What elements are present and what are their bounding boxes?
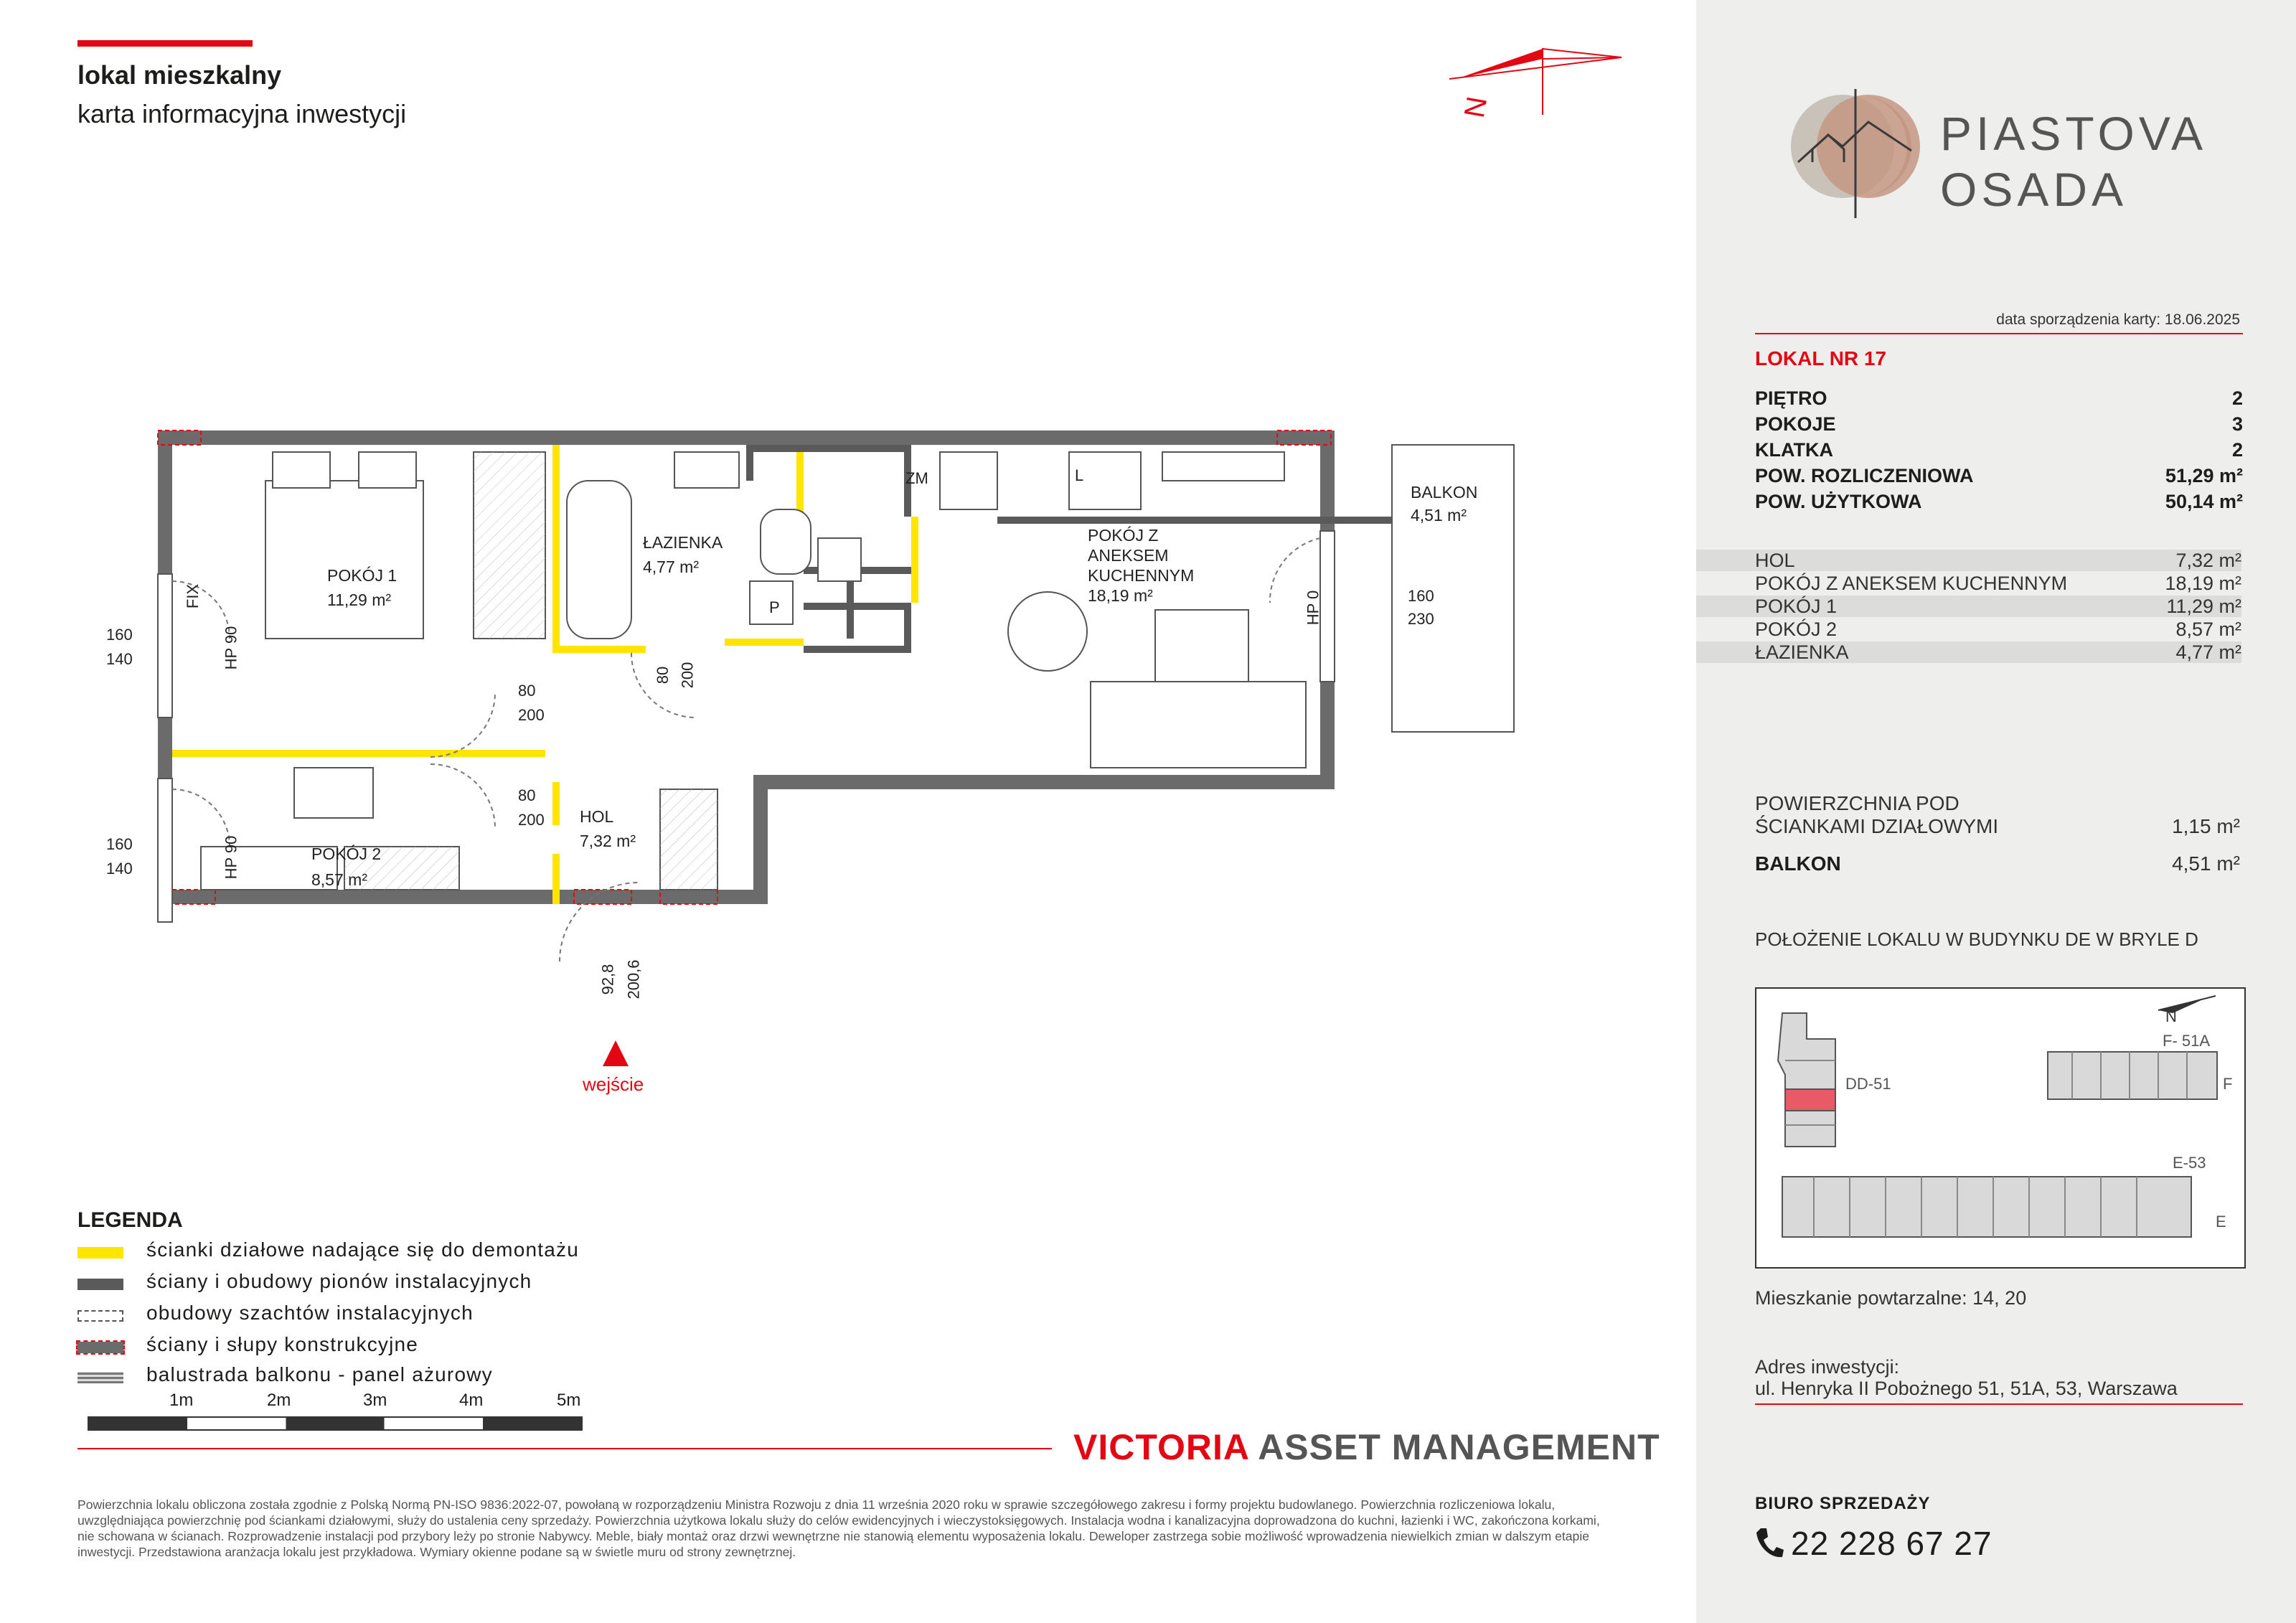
- site-map: [1755, 987, 2246, 1269]
- room-label: ŁAZIENKA: [1755, 641, 1849, 663]
- balcony-value: 4,51 m²: [2172, 852, 2240, 875]
- scale-label: 3m: [363, 1391, 387, 1410]
- room-value: 7,32 m²: [2175, 550, 2241, 571]
- dim-bath-door-b: 200: [678, 662, 697, 689]
- address-rule: [1755, 1403, 2243, 1405]
- room-salon-area: 18,19 m²: [1088, 586, 1153, 605]
- label-fix: FIX: [184, 583, 202, 609]
- room-value: 4,77 m²: [2175, 641, 2241, 663]
- room-label: POKÓJ Z ANEKSEM KUCHENNYM: [1755, 573, 2068, 594]
- label-hp90-b: HP 90: [222, 835, 240, 880]
- spec-value: 2: [2231, 439, 2243, 461]
- dim-door1-bot: 200: [518, 706, 545, 724]
- north-letter: N: [1458, 94, 1494, 121]
- room-pokoj2-name: POKÓJ 2: [311, 845, 382, 863]
- room-row: [1696, 596, 2241, 617]
- scale-label: 1m: [169, 1391, 194, 1410]
- room-label: POKÓJ 2: [1755, 618, 1838, 640]
- spec-settlement-area: [1755, 465, 2243, 491]
- north-arrow-icon: [1442, 36, 1629, 122]
- dim-door2-bot: 200: [518, 811, 545, 829]
- room-row: [1696, 618, 2241, 640]
- footer-rule: [77, 1448, 1052, 1449]
- dim-bath-door-a: 80: [654, 666, 672, 685]
- spec-usable-area: [1755, 491, 2243, 517]
- legal-footnote: Powierzchnia lokalu obliczona została zgodnie z Polską Normą PN-ISO 9836:2022-07, powołaną w rozporządzeniu Ministra Rozwoju z dnia 11 września 2020 roku w sprawie szczegółowego zakresu i formy projektu budowlanego. Powierzchnia rozliczeniowa lokalu, uwzględniająca powierzchnię pod ściankami działowymi, służy do ustalenia ceny sprzedaży. Powierzchnia użytkowa lokalu służy do celów ewidencyjnych i wieczystoksięgowych. Instalacja wodna i kanalizacyjna doprowadzona do kuchni, łazienki i WC, zakończona korkami, nie schowana w ścianach. Rozprowadzenie instalacji pod przybory leży po stronie Nabywcy. Meble, biały montaż oraz drzwi wewnętrzne nie stanowią elementu wyposażenia lokalu. Deweloper zastrzega sobie możliwość wprowadzenia niewielkich zmian w dalszym etapie inwestycji. Przedstawiona aranżacja lokalu jest przykładowa. Wymiary okienne podane są w świetle muru od strony zewnętrznej.: [77, 1497, 1600, 1559]
- room-salon-name-1: POKÓJ Z: [1088, 526, 1159, 545]
- entrance-arrow-icon: [601, 1039, 630, 1068]
- dim-door2-top: 80: [518, 786, 536, 804]
- label-hp90-a: HP 90: [222, 626, 240, 670]
- card-date: data sporządzenia karty: 18.06.2025: [1996, 311, 2240, 328]
- room-row: [1696, 573, 2241, 594]
- repeat-units: Mieszkanie powtarzalne: 14, 20: [1755, 1287, 2027, 1309]
- dim-window1-top: 160: [106, 626, 133, 644]
- room-lazienka-name: ŁAZIENKA: [643, 533, 723, 552]
- address-label: Adres inwestycji:: [1755, 1356, 1900, 1378]
- spec-value: 51,29 m²: [2165, 465, 2243, 486]
- brand-logo-icon: [1791, 85, 1920, 221]
- legend-swatch-railing: [77, 1372, 123, 1383]
- phone-icon: [1755, 1527, 1784, 1560]
- spec-value: 50,14 m²: [2165, 491, 2243, 512]
- room-balkon-area: 4,51 m²: [1411, 506, 1467, 524]
- room-value: 18,19 m²: [2165, 573, 2241, 594]
- spec-label: POKOJE: [1755, 413, 1836, 435]
- legend-swatch-shaft: [77, 1310, 123, 1322]
- accent-bar: [77, 40, 253, 47]
- room-pokoj2-area: 8,57 m²: [311, 870, 367, 889]
- spec-label: PIĘTRO: [1755, 387, 1827, 409]
- office-label: BIURO SPRZEDAŻY: [1755, 1494, 1931, 1513]
- room-hol-name: HOL: [580, 807, 614, 826]
- location-title: POŁOŻENIE LOKALU W BUDYNKU DE W BRYLE D: [1755, 928, 2198, 950]
- room-lazienka-area: 4,77 m²: [643, 558, 699, 576]
- phone-number[interactable]: 22 228 67 27: [1791, 1525, 1992, 1562]
- company-name-gray: ASSET MANAGEMENT: [1258, 1427, 1660, 1467]
- balcony-label: BALKON: [1755, 852, 1841, 875]
- partition-label-2: ŚCIANKAMI DZIAŁOWYMI: [1755, 815, 1999, 837]
- card-date-rule: [1755, 333, 2243, 334]
- room-pokoj1-area: 11,29 m²: [327, 591, 392, 609]
- room-balkon-name: BALKON: [1411, 483, 1478, 502]
- furniture: [201, 445, 1514, 890]
- legend-item: ściany i słupy konstrukcyjne: [146, 1333, 419, 1355]
- unit-location-marker: [1785, 1089, 1835, 1111]
- room-hol-area: 7,32 m²: [580, 832, 636, 850]
- legend-item: obudowy szachtów instalacyjnych: [146, 1302, 474, 1324]
- room-row: [1696, 641, 2241, 663]
- label-p: P: [769, 598, 780, 616]
- dim-balcony-top: 160: [1408, 587, 1434, 605]
- room-salon-name-3: KUCHENNYM: [1088, 566, 1195, 585]
- legend-swatch-installation: [77, 1279, 123, 1290]
- legend-swatch-partition: [77, 1247, 123, 1259]
- label-l: L: [1075, 466, 1084, 484]
- floor-plan: [129, 402, 1564, 1105]
- dim-entrance-a: 92,8: [598, 964, 617, 995]
- site-map-label-f51a: F- 51A: [2163, 1032, 2211, 1050]
- company-name: [1073, 1426, 1660, 1468]
- room-salon-name-2: ANEKSEM: [1088, 546, 1169, 565]
- scale-label: 2m: [267, 1391, 291, 1410]
- scale-label: 4m: [459, 1391, 484, 1410]
- legend-swatch-structural: [77, 1342, 123, 1353]
- legend-item: ściany i obudowy pionów instalacyjnych: [146, 1270, 532, 1292]
- site-map-drawing: [1756, 989, 2244, 1267]
- partition-value: 1,15 m²: [2172, 815, 2240, 837]
- site-map-label-e: E: [2216, 1213, 2226, 1231]
- entrance-label: wejście: [583, 1073, 644, 1095]
- site-map-label-f: F: [2223, 1075, 2233, 1093]
- dim-window1-bot: 140: [106, 650, 133, 668]
- page-title: lokal mieszkalny: [77, 60, 282, 90]
- legend-item: ścianki działowe nadające się do demontażu: [146, 1238, 579, 1261]
- partition-label-1: POWIERZCHNIA POD: [1755, 792, 1959, 814]
- spec-value: 2: [2231, 387, 2243, 409]
- page-subtitle: karta informacyjna inwestycji: [77, 99, 407, 128]
- company-name-red: VICTORIA: [1073, 1427, 1249, 1467]
- dim-balcony-bot: 230: [1408, 610, 1434, 628]
- label-zm: ZM: [905, 469, 928, 487]
- legend-item: balustrada balkonu - panel ażurowy: [146, 1363, 493, 1386]
- site-map-label-e53: E-53: [2173, 1154, 2206, 1172]
- room-value: 11,29 m²: [2166, 596, 2241, 617]
- dim-door1-top: 80: [518, 682, 536, 700]
- spec-value: 3: [2231, 413, 2243, 435]
- legend-title: LEGENDA: [77, 1208, 183, 1232]
- dim-entrance-b: 200,6: [624, 959, 643, 999]
- room-pokoj1-name: POKÓJ 1: [327, 566, 397, 585]
- site-map-north-label: N: [2165, 1007, 2177, 1025]
- brand-name-2: OSADA: [1940, 163, 2128, 216]
- unit-title: LOKAL NR 17: [1755, 347, 1887, 370]
- spec-label: POW. UŻYTKOWA: [1755, 491, 1922, 512]
- room-label: POKÓJ 1: [1755, 596, 1838, 617]
- scale-label: 5m: [557, 1391, 581, 1410]
- scale-bar: [88, 1416, 583, 1431]
- site-map-label-dd: DD-51: [1845, 1075, 1891, 1093]
- dim-window2-top: 160: [106, 835, 133, 853]
- spec-stair: [1755, 439, 2243, 465]
- spec-label: KLATKA: [1755, 439, 1833, 461]
- brand-name-1: PIASTOVA: [1940, 107, 2208, 160]
- address: ul. Henryka II Pobożnego 51, 51A, 53, Warszawa: [1755, 1378, 2178, 1399]
- room-label: HOL: [1755, 550, 1795, 571]
- room-row: [1696, 550, 2241, 571]
- dim-window2-bot: 140: [106, 860, 133, 878]
- spec-label: POW. ROZLICZENIOWA: [1755, 465, 1974, 486]
- spec-rooms: [1755, 413, 2243, 439]
- room-value: 8,57 m²: [2175, 618, 2241, 640]
- label-hp0: HP 0: [1304, 590, 1322, 626]
- spec-floor: [1755, 387, 2243, 413]
